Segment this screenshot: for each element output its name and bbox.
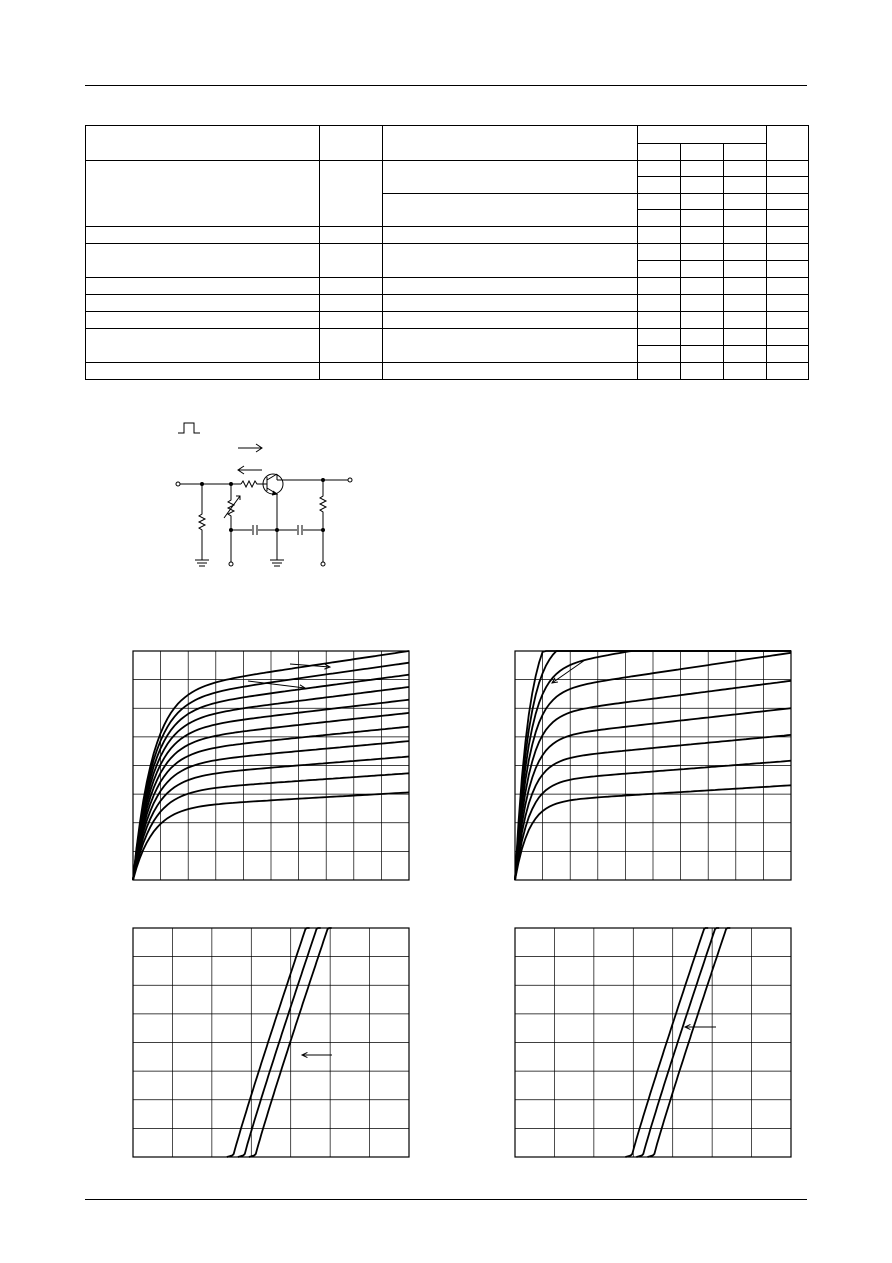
ic-vce-chart-right <box>515 651 791 880</box>
ic-vbe-chart-right <box>515 928 791 1157</box>
ic-vbe-chart-left <box>133 928 409 1157</box>
ic-vce-chart-left <box>133 651 409 880</box>
footer-rule <box>85 1199 807 1200</box>
